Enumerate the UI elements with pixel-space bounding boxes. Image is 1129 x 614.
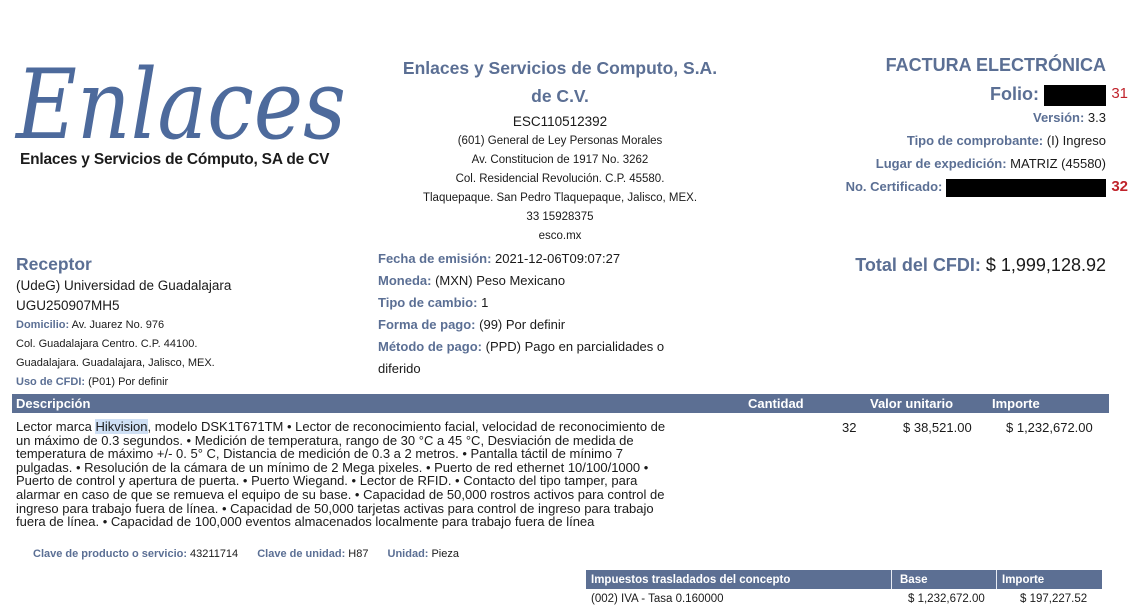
clave-unidad-label: Clave de unidad: <box>257 548 346 560</box>
lugar-row <box>760 152 1106 175</box>
fecha-label: Fecha de emisión: <box>378 251 492 266</box>
total-label: Total del CFDI: <box>855 255 981 275</box>
version-label: Versión: <box>1033 110 1085 125</box>
receptor-uso <box>16 373 346 392</box>
desc-line-1: , modelo DSK1T671TM • Lector de reconocimiento facial, velocidad de reconocimiento de <box>147 419 666 434</box>
unidad-value: Pieza <box>431 548 459 560</box>
lugar-value: MATRIZ (45580) <box>1010 156 1106 171</box>
metodo-value-line2: diferido <box>378 361 421 376</box>
issuer-rfc: ESC110512392 <box>512 114 608 129</box>
tax-col-concepto: Impuestos trasladados del concepto <box>591 574 791 586</box>
fecha-row <box>378 248 718 270</box>
desc-prefix: Lector marca <box>16 419 96 434</box>
desc-line-6: alarmar en caso de que se remueva el equipo de su base. • Capacidad de 50,000 rostros activos para control de <box>16 486 665 502</box>
receptor-block <box>16 252 346 392</box>
metodo-row <box>378 336 718 358</box>
tax-col-divider <box>891 570 892 589</box>
logo-wordmark: Enlaces <box>14 49 347 160</box>
receptor-address-line2: Col. Guadalajara Centro. C.P. 44100. <box>16 338 198 350</box>
clave-producto-label: Clave de producto o servicio: <box>33 548 188 560</box>
tax-col-divider <box>996 570 997 589</box>
issuer-block <box>370 54 750 246</box>
item-valor-unitario: $ 38,521.00 <box>903 420 972 435</box>
issuer-email: esco.mx <box>538 230 582 242</box>
item-cantidad: 32 <box>842 420 857 435</box>
metodo-value-line1: (PPD) Pago en parcialidades o <box>485 339 665 354</box>
moneda-label: Moneda: <box>378 273 432 288</box>
items-table-header <box>12 394 1109 413</box>
item-description <box>16 420 741 529</box>
cambio-value: 1 <box>481 295 489 310</box>
forma-label: Forma de pago: <box>378 317 476 332</box>
desc-line-8: fuera de línea. • Capacidad de 100,000 eventos almacenados localmente para trabajo fuera de línea <box>16 514 595 530</box>
unidad-label: Unidad: <box>387 548 429 560</box>
receptor-title: Receptor <box>16 254 92 274</box>
issuer-address-line2: Col. Residencial Revolución. C.P. 45580. <box>455 173 665 185</box>
desc-line-4: pulgadas. • Resolución de la cámara de un mínimo de 2 Mega pixeles. • Puerto de red ethernet 10/100/1000 • <box>16 459 649 475</box>
issuer-name-line1: Enlaces y Servicios de Computo, S.A. <box>402 58 718 78</box>
desc-line-5: Puerto de control y apertura de puerta. • Puerto Wiegand. • Lector de RFID. • Contacto del tipo tamper, para <box>16 473 638 489</box>
issuer-phone: 33 15928375 <box>526 211 594 223</box>
tipo-row <box>760 129 1106 152</box>
receptor-domicilio <box>16 316 346 335</box>
invoice-title: FACTURA ELECTRÓNICA <box>885 55 1106 75</box>
clave-unidad-value: H87 <box>348 548 369 560</box>
item-claves <box>33 547 459 561</box>
tax-col-importe: Importe <box>1002 574 1045 586</box>
cambio-row <box>378 292 718 314</box>
forma-value: (99) Por definir <box>479 317 566 332</box>
uso-value: (P01) Por definir <box>88 376 169 388</box>
cambio-label: Tipo de cambio: <box>378 295 478 310</box>
tax-table-header <box>586 570 1102 589</box>
col-descripcion: Descripción <box>16 396 91 411</box>
metodo-label: Método de pago: <box>378 339 482 354</box>
fecha-value: 2021-12-06T09:07:27 <box>495 251 621 266</box>
logo-subtitle: Enlaces y Servicios de Cómputo, SA de CV <box>20 151 330 168</box>
version-value: 3.3 <box>1087 110 1106 125</box>
issuer-name <box>370 54 750 110</box>
desc-line-7: ingreso para trabajo fuera de línea. • Capacidad de 50,000 tarjetas activas para control de ingreso para trabajo <box>16 500 654 516</box>
col-valor-unitario: Valor unitario <box>870 396 954 411</box>
tipo-value: (I) Ingreso <box>1046 133 1106 148</box>
cert-label: No. Certificado: <box>845 179 943 194</box>
cert-redacted <box>946 179 1106 197</box>
cert-row <box>760 175 1128 198</box>
folio-redacted <box>1044 85 1106 106</box>
version-row <box>760 106 1106 129</box>
desc-highlight: Hikvision <box>95 419 148 434</box>
item-importe: $ 1,232,672.00 <box>1006 420 1093 435</box>
moneda-value: (MXN) Peso Mexicano <box>435 273 566 288</box>
forma-row <box>378 314 718 336</box>
receptor-name: (UdeG) Universidad de Guadalajara <box>16 278 232 293</box>
lugar-label: Lugar de expedición: <box>875 156 1007 171</box>
payment-details <box>378 248 718 380</box>
clave-producto-value: 43211714 <box>190 548 239 560</box>
folio-label: Folio: <box>990 84 1039 104</box>
col-cantidad: Cantidad <box>748 396 804 411</box>
tax-importe: $ 197,227.52 <box>1020 593 1088 605</box>
folio-row <box>760 82 1128 106</box>
invoice-header <box>760 54 1128 198</box>
domicilio-label: Domicilio: <box>16 319 70 331</box>
cert-annotation: 32 <box>1111 178 1128 195</box>
issuer-name-line2: de C.V. <box>531 86 589 106</box>
uso-label: Uso de CFDI: <box>16 376 86 388</box>
tipo-label: Tipo de comprobante: <box>906 133 1044 148</box>
moneda-row <box>378 270 718 292</box>
desc-line-3: temperatura de máximo +/- 0. 5° C, Distancia de medición de 0.3 a 2 metros. • Pantalla táctil de mínimo 7 <box>16 446 623 462</box>
total-value: $ 1,999,128.92 <box>985 255 1106 275</box>
total-cfdi <box>820 253 1106 277</box>
tax-concepto: (002) IVA - Tasa 0.160000 <box>591 593 724 605</box>
tax-base: $ 1,232,672.00 <box>908 593 985 605</box>
issuer-address-line1: Av. Constitucion de 1917 No. 3262 <box>471 154 649 166</box>
tax-col-base: Base <box>900 574 928 586</box>
col-importe: Importe <box>992 396 1040 411</box>
desc-line-2: un máximo de 0.3 segundos. • Medición de temperatura, rango de 30 °C a 45 °C, Desviación de medida de <box>16 432 634 448</box>
folio-annotation: 31 <box>1111 85 1128 102</box>
issuer-regimen: (601) General de Ley Personas Morales <box>457 135 663 147</box>
receptor-address-line3: Guadalajara. Guadalajara, Jalisco, MEX. <box>16 357 215 369</box>
issuer-address-line3: Tlaquepaque. San Pedro Tlaquepaque, Jalisco, MEX. <box>422 192 698 204</box>
receptor-rfc: UGU250907MH5 <box>16 298 120 313</box>
domicilio-value: Av. Juarez No. 976 <box>71 319 165 331</box>
